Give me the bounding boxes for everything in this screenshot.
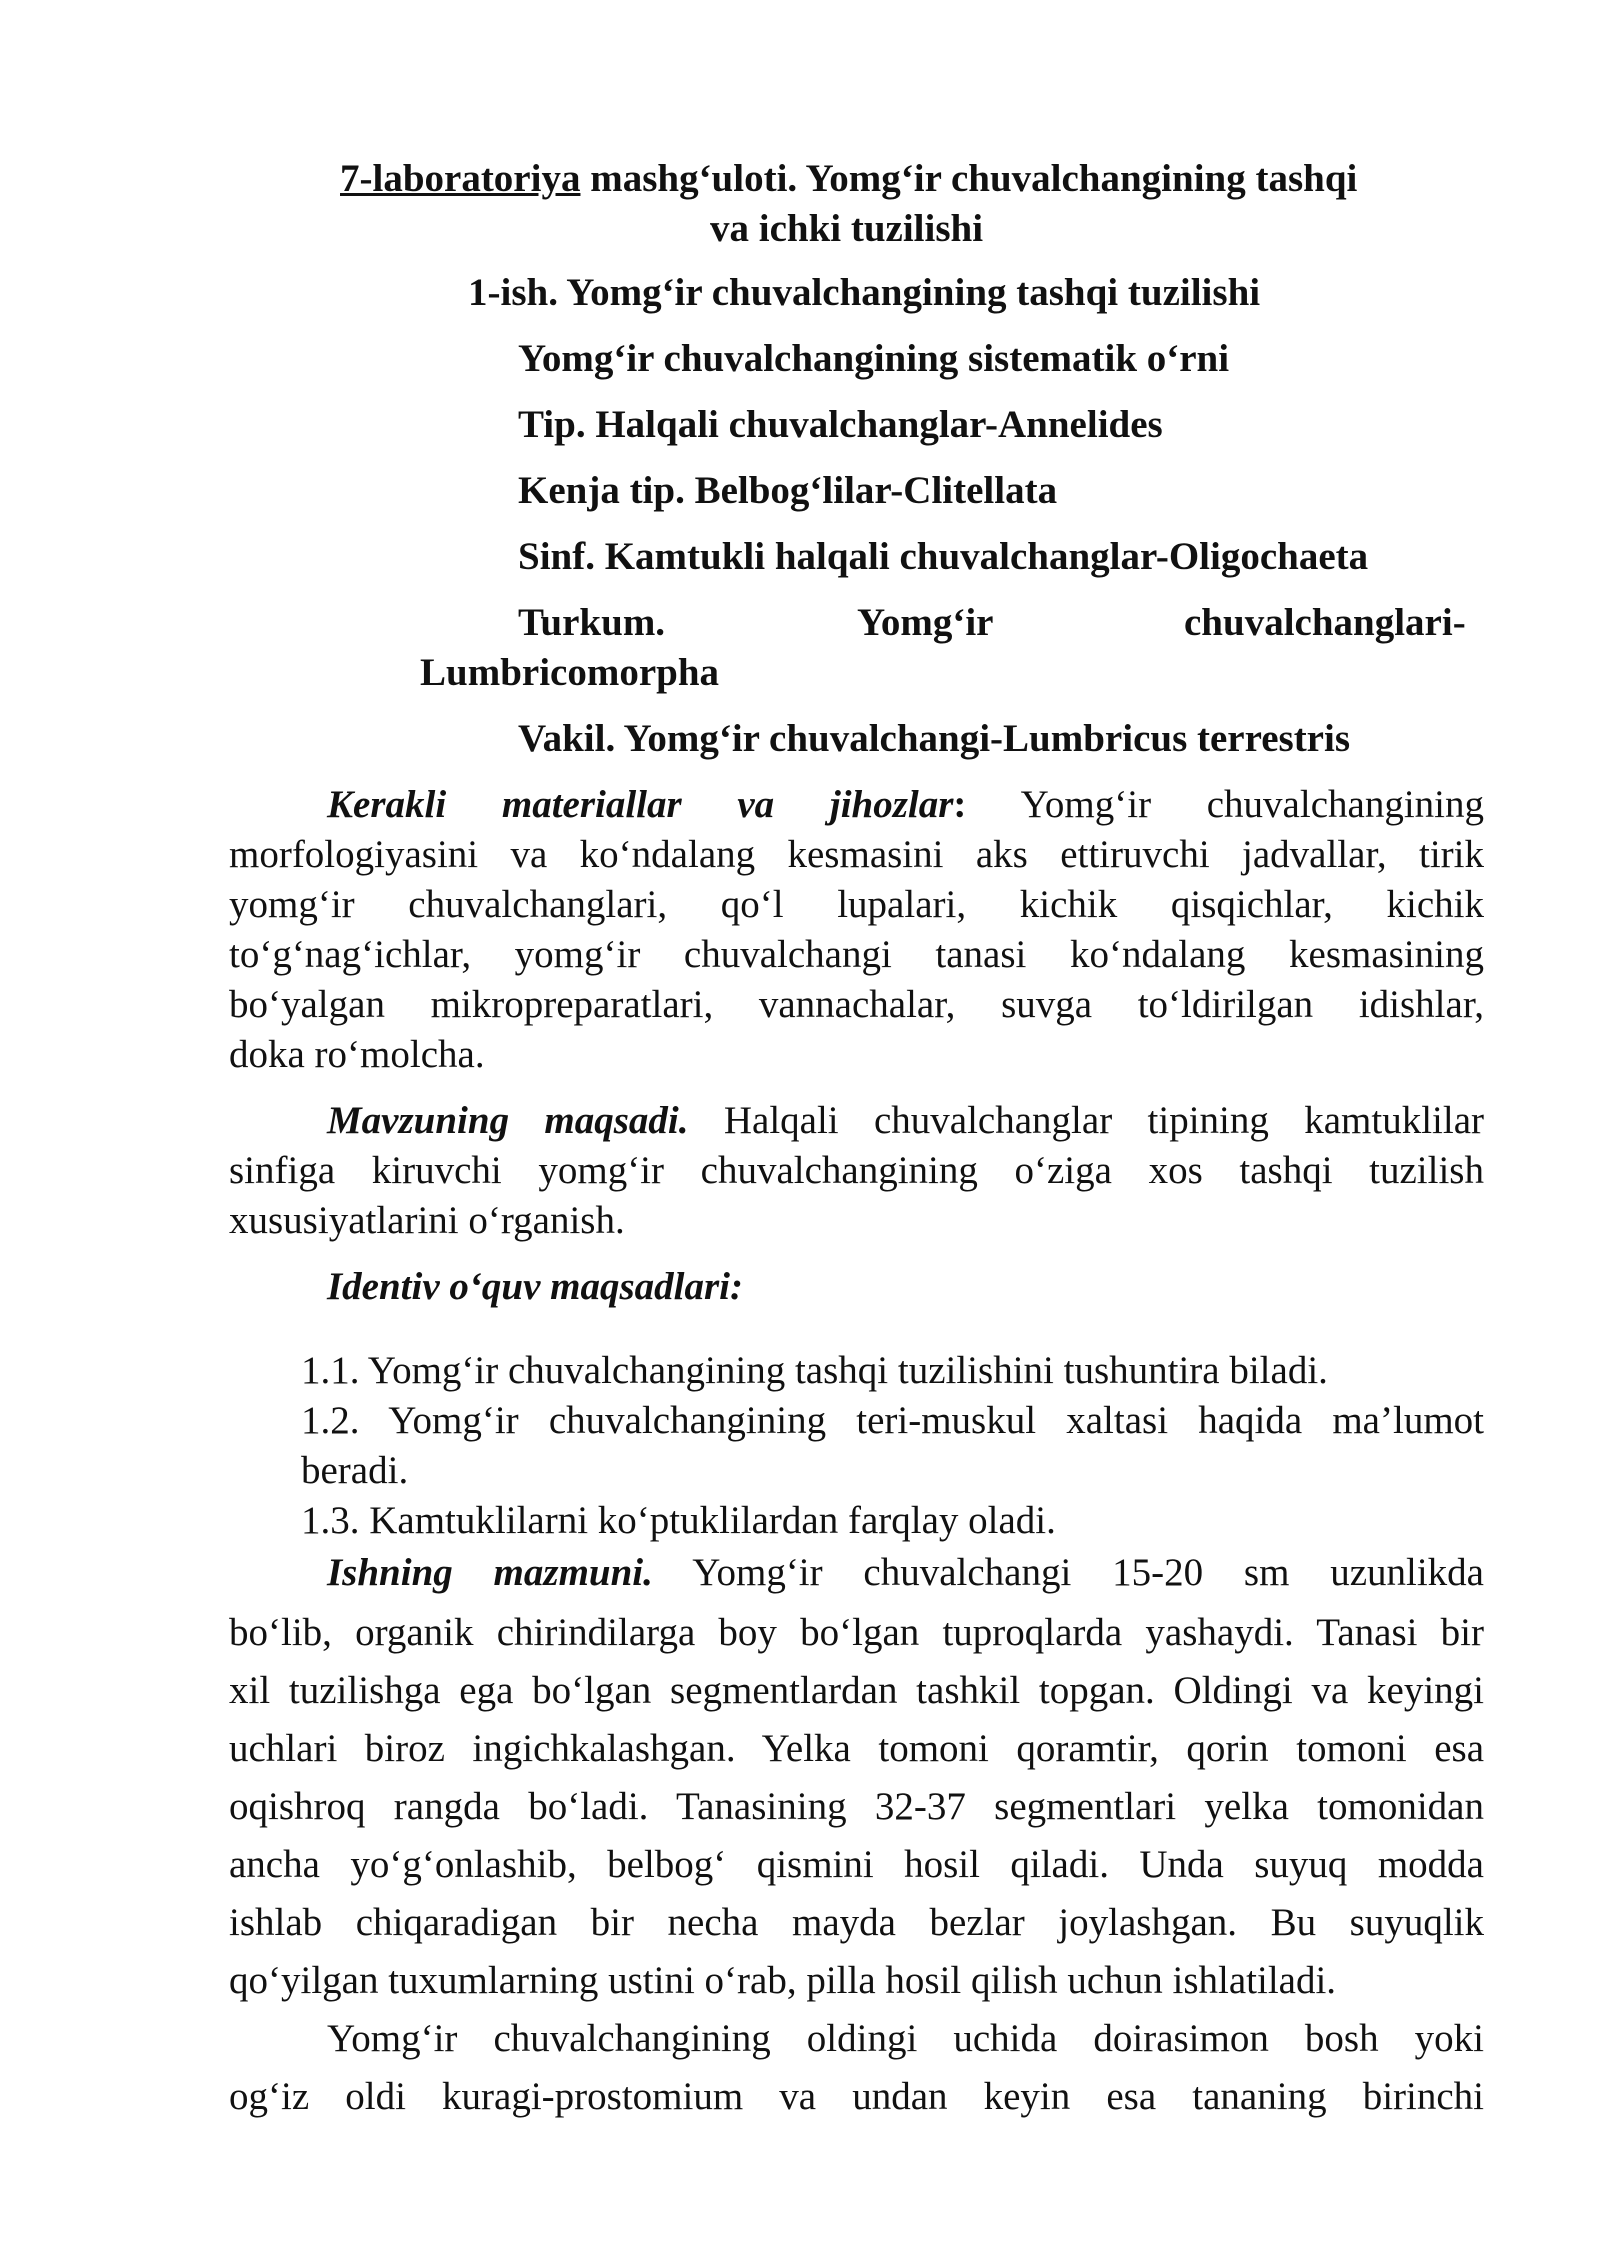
- materials-text-1: Yomg‘ir chuvalchangining: [966, 783, 1484, 826]
- content-label: Ishning mazmuni.: [327, 1551, 653, 1594]
- taxonomy-turkum-d: Lumbricomorpha: [420, 651, 720, 694]
- page-title-line-2: va ichki tuzilishi: [710, 207, 984, 250]
- goal-label: Mavzuning maqsadi.: [327, 1099, 689, 1142]
- content-line-6: ancha yo‘g‘onlashib, belbog‘ qismini hosil qiladi. Unda suyuq modda: [229, 1843, 1484, 1886]
- content-line-8: qo‘yilgan tuxumlarning ustini o‘rab, pilla hosil qilish uchun ishlatiladi.: [229, 1959, 1337, 2002]
- taxonomy-turkum-a: Turkum.: [518, 601, 666, 644]
- content-text-1: Yomg‘ir chuvalchangi 15-20 sm uzunlikda: [652, 1551, 1484, 1594]
- content-para2-line-1: Yomg‘ir chuvalchangining oldingi uchida doirasimon bosh yoki: [327, 2017, 1484, 2060]
- title-rest: mashg‘uloti. Yomg‘ir chuvalchangining tashqi: [580, 157, 1358, 200]
- objective-item-2: 1.2. Yomg‘ir chuvalchangining teri-muskul xaltasi haqida ma’lumot: [301, 1399, 1484, 1442]
- goal-line-3: xususiyatlarini o‘rganish.: [229, 1199, 625, 1242]
- content-line-3: xil tuzilishga ega bo‘lgan segmentlardan tashkil topgan. Oldingi va keyingi: [229, 1669, 1484, 1712]
- taxonomy-turkum-b: Yomg‘ir: [857, 601, 994, 644]
- objectives-heading: Identiv o‘quv maqsadlari:: [327, 1265, 743, 1308]
- objective-item-2-cont: beradi.: [301, 1449, 409, 1492]
- content-line-4: uchlari biroz ingichkalashgan. Yelka tomoni qoramtir, qorin tomoni esa: [229, 1727, 1484, 1770]
- taxonomy-tip: Tip. Halqali chuvalchanglar-Annelides: [518, 403, 1163, 446]
- objective-item-3: 1.3. Kamtuklilarni ko‘ptuklilardan farqlay oladi.: [301, 1499, 1056, 1542]
- materials-line-2: morfologiyasini va ko‘ndalang kesmasini aks ettiruvchi jadvallar, tirik: [229, 833, 1484, 876]
- taxonomy-turkum-c: chuvalchanglari-: [1184, 601, 1466, 644]
- content-line-2: bo‘lib, organik chirindilarga boy bo‘lgan tuproqlarda yashaydi. Tanasi bir: [229, 1611, 1484, 1654]
- goal-text-1: Halqali chuvalchanglar tipining kamtuklilar: [688, 1099, 1484, 1142]
- content-line-7: ishlab chiqaradigan bir necha mayda bezlar joylashgan. Bu suyuqlik: [229, 1901, 1484, 1944]
- content-line-5: oqishroq rangda bo‘ladi. Tanasining 32-37 segmentlari yelka tomonidan: [229, 1785, 1484, 1828]
- goal-line-2: sinfiga kiruvchi yomg‘ir chuvalchangining o‘ziga xos tashqi tuzilish: [229, 1149, 1484, 1192]
- taxonomy-sinf: Sinf. Kamtukli halqali chuvalchanglar-Oligochaeta: [518, 535, 1369, 578]
- content-para2-line-2: og‘iz oldi kuragi-prostomium va undan keyin esa tananing birinchi: [229, 2075, 1484, 2118]
- materials-line-3: yomg‘ir chuvalchanglari, qo‘l lupalari, kichik qisqichlar, kichik: [229, 883, 1484, 926]
- work-title: 1-ish. Yomg‘ir chuvalchangining tashqi tuzilishi: [468, 271, 1261, 314]
- page-title-line-1: [340, 156, 1357, 202]
- materials-label: Kerakli materiallar va jihozlar: [327, 783, 954, 826]
- content-line-1: [327, 1550, 1484, 1596]
- objective-item-1: 1.1. Yomg‘ir chuvalchangining tashqi tuzilishini tushuntira biladi.: [301, 1349, 1328, 1392]
- materials-colon: :: [953, 783, 967, 826]
- materials-line-4: to‘g‘nag‘ichlar, yomg‘ir chuvalchangi tanasi ko‘ndalang kesmasining: [229, 933, 1484, 976]
- goal-line-1: [327, 1098, 1484, 1144]
- taxonomy-kenja-tip: Kenja tip. Belbog‘lilar-Clitellata: [518, 469, 1058, 512]
- taxonomy-heading: Yomg‘ir chuvalchangining sistematik o‘rni: [518, 337, 1230, 380]
- materials-line-1: [327, 782, 1484, 828]
- taxonomy-vakil: Vakil. Yomg‘ir chuvalchangi-Lumbricus terrestris: [518, 717, 1351, 760]
- lab-number: 7-laboratoriya: [340, 157, 581, 200]
- materials-line-6: doka ro‘molcha.: [229, 1033, 485, 1076]
- materials-line-5: bo‘yalgan mikropreparatlari, vannachalar, suvga to‘ldirilgan idishlar,: [229, 983, 1484, 1026]
